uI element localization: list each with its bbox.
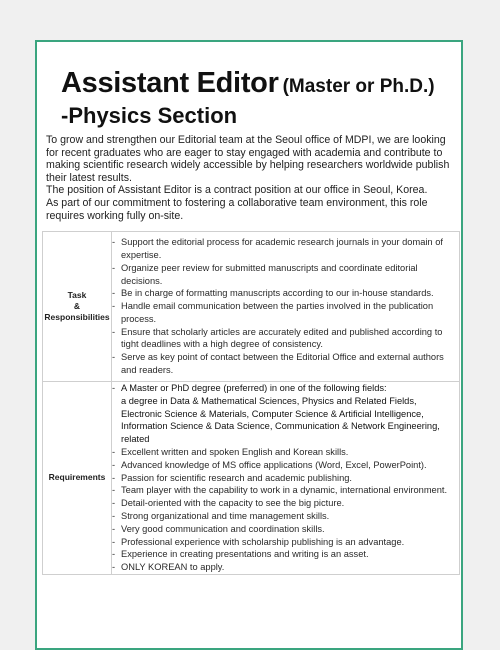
requirement-item: - Passion for scientific research and academic publishing. — [112, 472, 352, 483]
intro-paragraph: To grow and strengthen our Editorial team at the Seoul office of MDPI, we are looking for recent graduates who are eager to stay engaged with academia and contribute to making scientific research widely accessible by helping researchers worldwide publish their latest results. — [46, 134, 450, 184]
requirement-item: - Very good communication and coordination skills. — [112, 523, 325, 534]
requirements-row — [43, 382, 460, 575]
requirements-label: Requirements — [43, 382, 112, 575]
intro-paragraph: The position of Assistant Editor is a contract position at our office in Seoul, Korea. — [46, 184, 428, 197]
job-title-section: -Physics Section — [61, 103, 238, 128]
task-item: - Ensure that scholarly articles are accurately edited and published according to tight deadlines with a high degree of consistency. — [112, 326, 443, 350]
requirement-item: - Detail-oriented with the capacity to see the big picture. — [112, 498, 345, 509]
degree-fields: a degree in Data & Mathematical Sciences, Physics and Related Fields, Electronic Science & Materials, Computer Science & Artificial Intelligence, Information Science & Data Science, Communication & Network Engineering, related — [121, 395, 440, 445]
task-label-line: Task — [67, 290, 87, 300]
job-title-degree: (Master or Ph.D.) — [282, 76, 435, 97]
task-label-line: Responsibilities — [44, 312, 110, 322]
task-item: - Be in charge of formatting manuscripts according to our in-house standards. — [112, 288, 434, 299]
task-row — [43, 232, 460, 382]
degree-requirement: - A Master or PhD degree (preferred) in one of the following fields: a degree in Data & Mathematical Sciences, Physics and Related Fields, Electronic Science & Materials, Computer Science & Artificial Intelligence, Information Science & Data Science, Communication & Network Engineering, related — [112, 382, 459, 446]
job-title-main: Assistant Editor — [61, 67, 279, 99]
task-item: - Handle email communication between the parties involved in the publication process. — [112, 301, 434, 324]
requirement-item: - Advanced knowledge of MS office applications (Word, Excel, PowerPoint). — [112, 459, 427, 470]
job-title — [61, 68, 451, 129]
requirement-item: - Professional experience with scholarship publishing is an advantage. — [112, 536, 405, 547]
task-label-line: & — [73, 301, 81, 311]
task-item: - Serve as key point of contact between the Editorial Office and external authors and readers. — [112, 352, 444, 376]
task-label — [43, 232, 112, 382]
task-content — [112, 232, 460, 382]
requirement-item: - Experience in creating presentations and writing is an asset. — [112, 549, 369, 560]
job-posting-card — [35, 40, 463, 650]
requirement-item: - Team player with the capability to work in a dynamic, international environment. — [112, 485, 448, 496]
requirement-item: - ONLY KOREAN to apply. — [112, 562, 225, 573]
requirements-content — [112, 382, 460, 575]
task-item: - Organize peer review for submitted manuscripts and coordinate editorial decisions. — [112, 262, 418, 286]
requirement-item: - Strong organizational and time management skills. — [112, 510, 330, 521]
requirement-item: - Excellent written and spoken English and Korean skills. — [112, 446, 349, 457]
intro-paragraph: As part of our commitment to fostering a collaborative team environment, this role requires working fully on-site. — [46, 196, 428, 222]
task-item: - Support the editorial process for academic research journals in your domain of expertise. — [112, 237, 443, 260]
intro-text — [46, 134, 456, 222]
job-details-table — [42, 231, 460, 575]
